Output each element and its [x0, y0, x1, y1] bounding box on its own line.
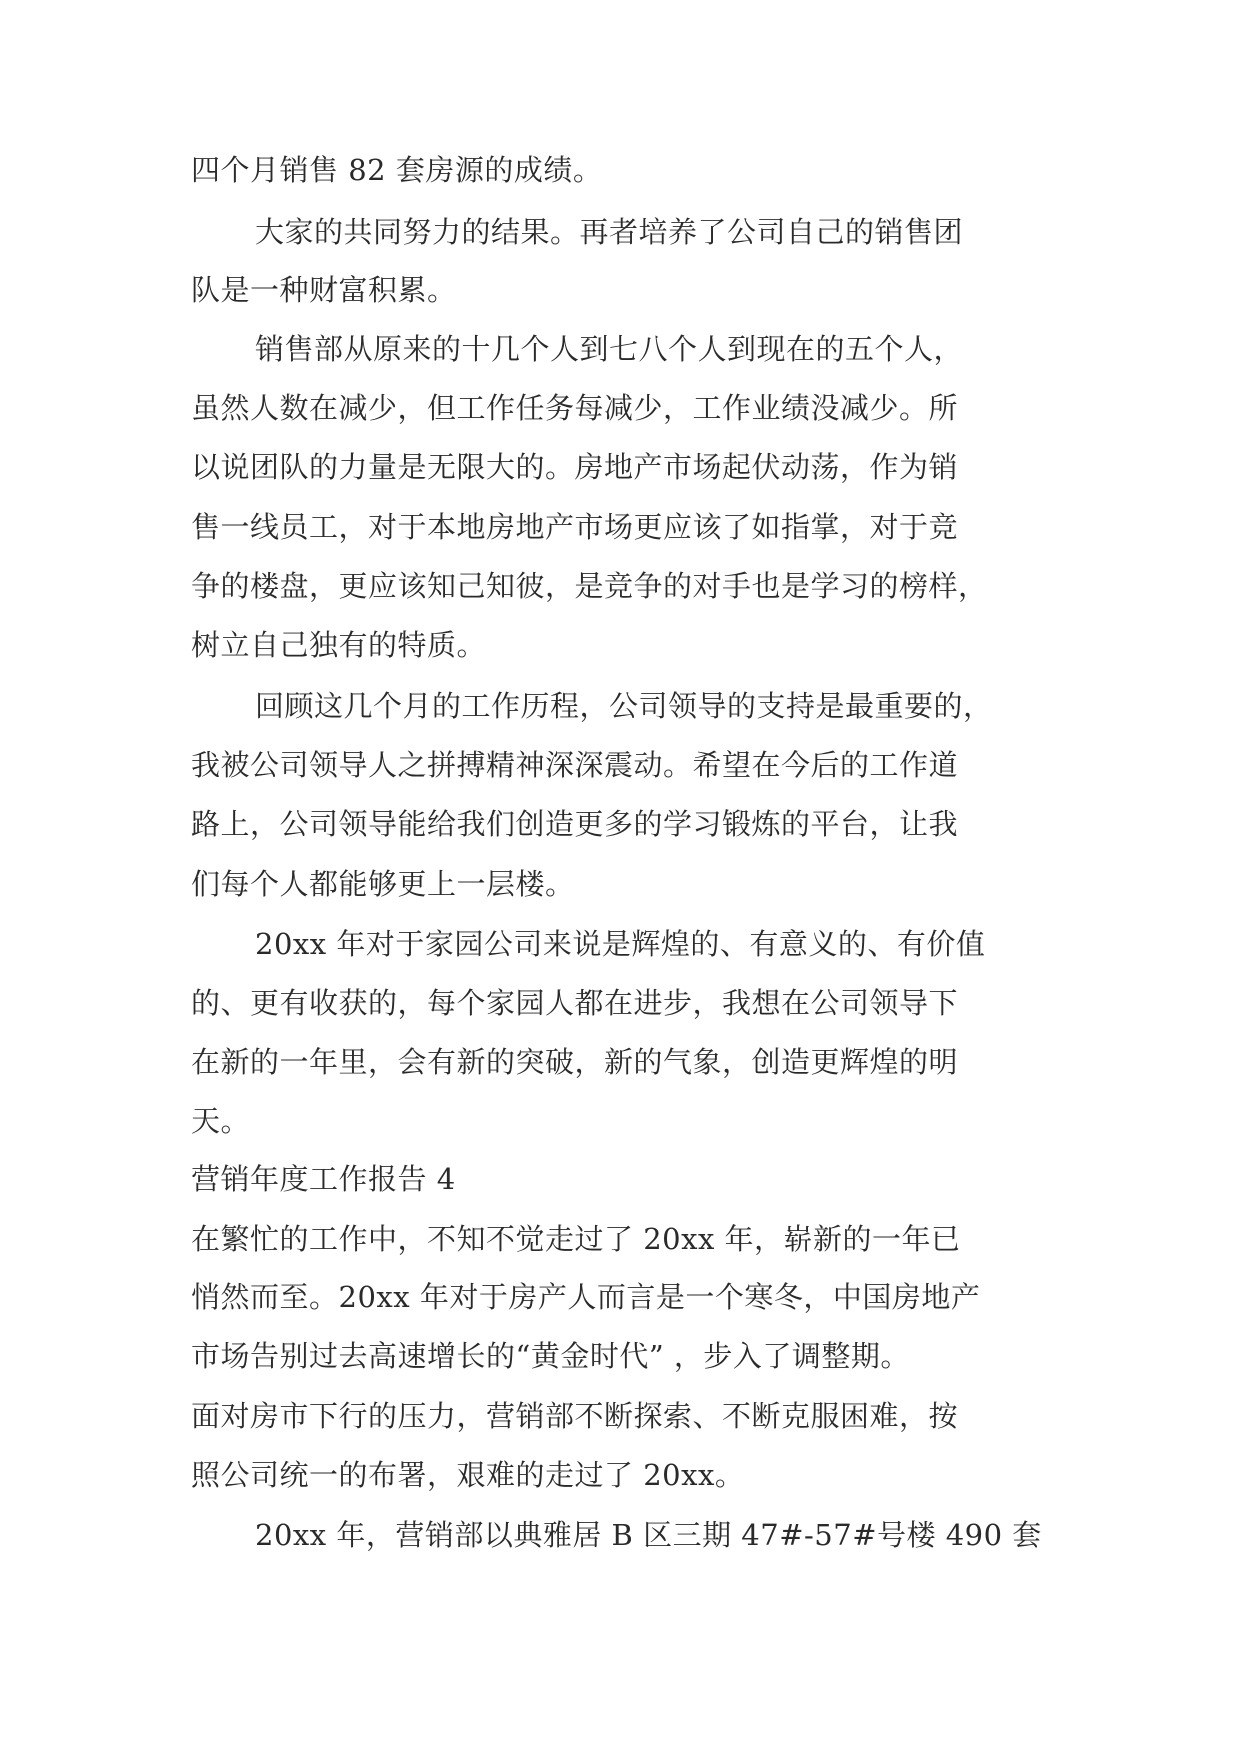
paragraph-line: 四个月销售 82 套房源的成绩。	[191, 153, 603, 187]
paragraph-line: 以说团队的力量是无限大的。房地产市场起伏动荡，作为销	[191, 450, 959, 484]
paragraph-line: 虽然人数在减少，但工作任务每减少，工作业绩没减少。所	[191, 391, 959, 425]
paragraph-line: 回顾这几个月的工作历程，公司领导的支持是最重要的，	[255, 689, 993, 723]
paragraph-line: 队是一种财富积累。	[191, 273, 457, 307]
paragraph-line: 售一线员工，对于本地房地产市场更应该了如指掌，对于竞	[191, 510, 959, 544]
paragraph-line: 争的楼盘，更应该知己知彼，是竞争的对手也是学习的榜样，	[191, 569, 988, 603]
paragraph-line: 20xx 年对于家园公司来说是辉煌的、有意义的、有价值	[255, 927, 986, 961]
paragraph-line: 大家的共同努力的结果。再者培养了公司自己的销售团	[255, 215, 964, 249]
paragraph-line: 路上，公司领导能给我们创造更多的学习锻炼的平台，让我	[191, 807, 959, 841]
paragraph-line: 市场告别过去高速增长的“黄金时代” ，步入了调整期。	[191, 1339, 910, 1373]
paragraph-line: 树立自己独有的特质。	[191, 628, 487, 662]
paragraph-line: 悄然而至。20xx 年对于房产人而言是一个寒冬，中国房地产	[191, 1280, 981, 1314]
paragraph-line: 在新的一年里，会有新的突破，新的气象，创造更辉煌的明	[191, 1045, 959, 1079]
paragraph-line: 我被公司领导人之拼搏精神深深震动。希望在今后的工作道	[191, 748, 959, 782]
section-heading: 营销年度工作报告 4	[191, 1162, 456, 1196]
paragraph-line: 面对房市下行的压力，营销部不断探索、不断克服困难，按	[191, 1399, 959, 1433]
paragraph-line: 20xx 年，营销部以典雅居 B 区三期 47#-57#号楼 490 套	[255, 1518, 1042, 1552]
paragraph-line: 天。	[191, 1104, 251, 1138]
paragraph-line: 销售部从原来的十几个人到七八个人到现在的五个人，	[255, 332, 964, 366]
paragraph-line: 照公司统一的布署，艰难的走过了 20xx。	[191, 1458, 745, 1492]
paragraph-line: 的、更有收获的，每个家园人都在进步，我想在公司领导下	[191, 986, 959, 1020]
paragraph-line: 们每个人都能够更上一层楼。	[191, 867, 575, 901]
paragraph-line: 在繁忙的工作中，不知不觉走过了 20xx 年，崭新的一年已	[191, 1222, 961, 1256]
